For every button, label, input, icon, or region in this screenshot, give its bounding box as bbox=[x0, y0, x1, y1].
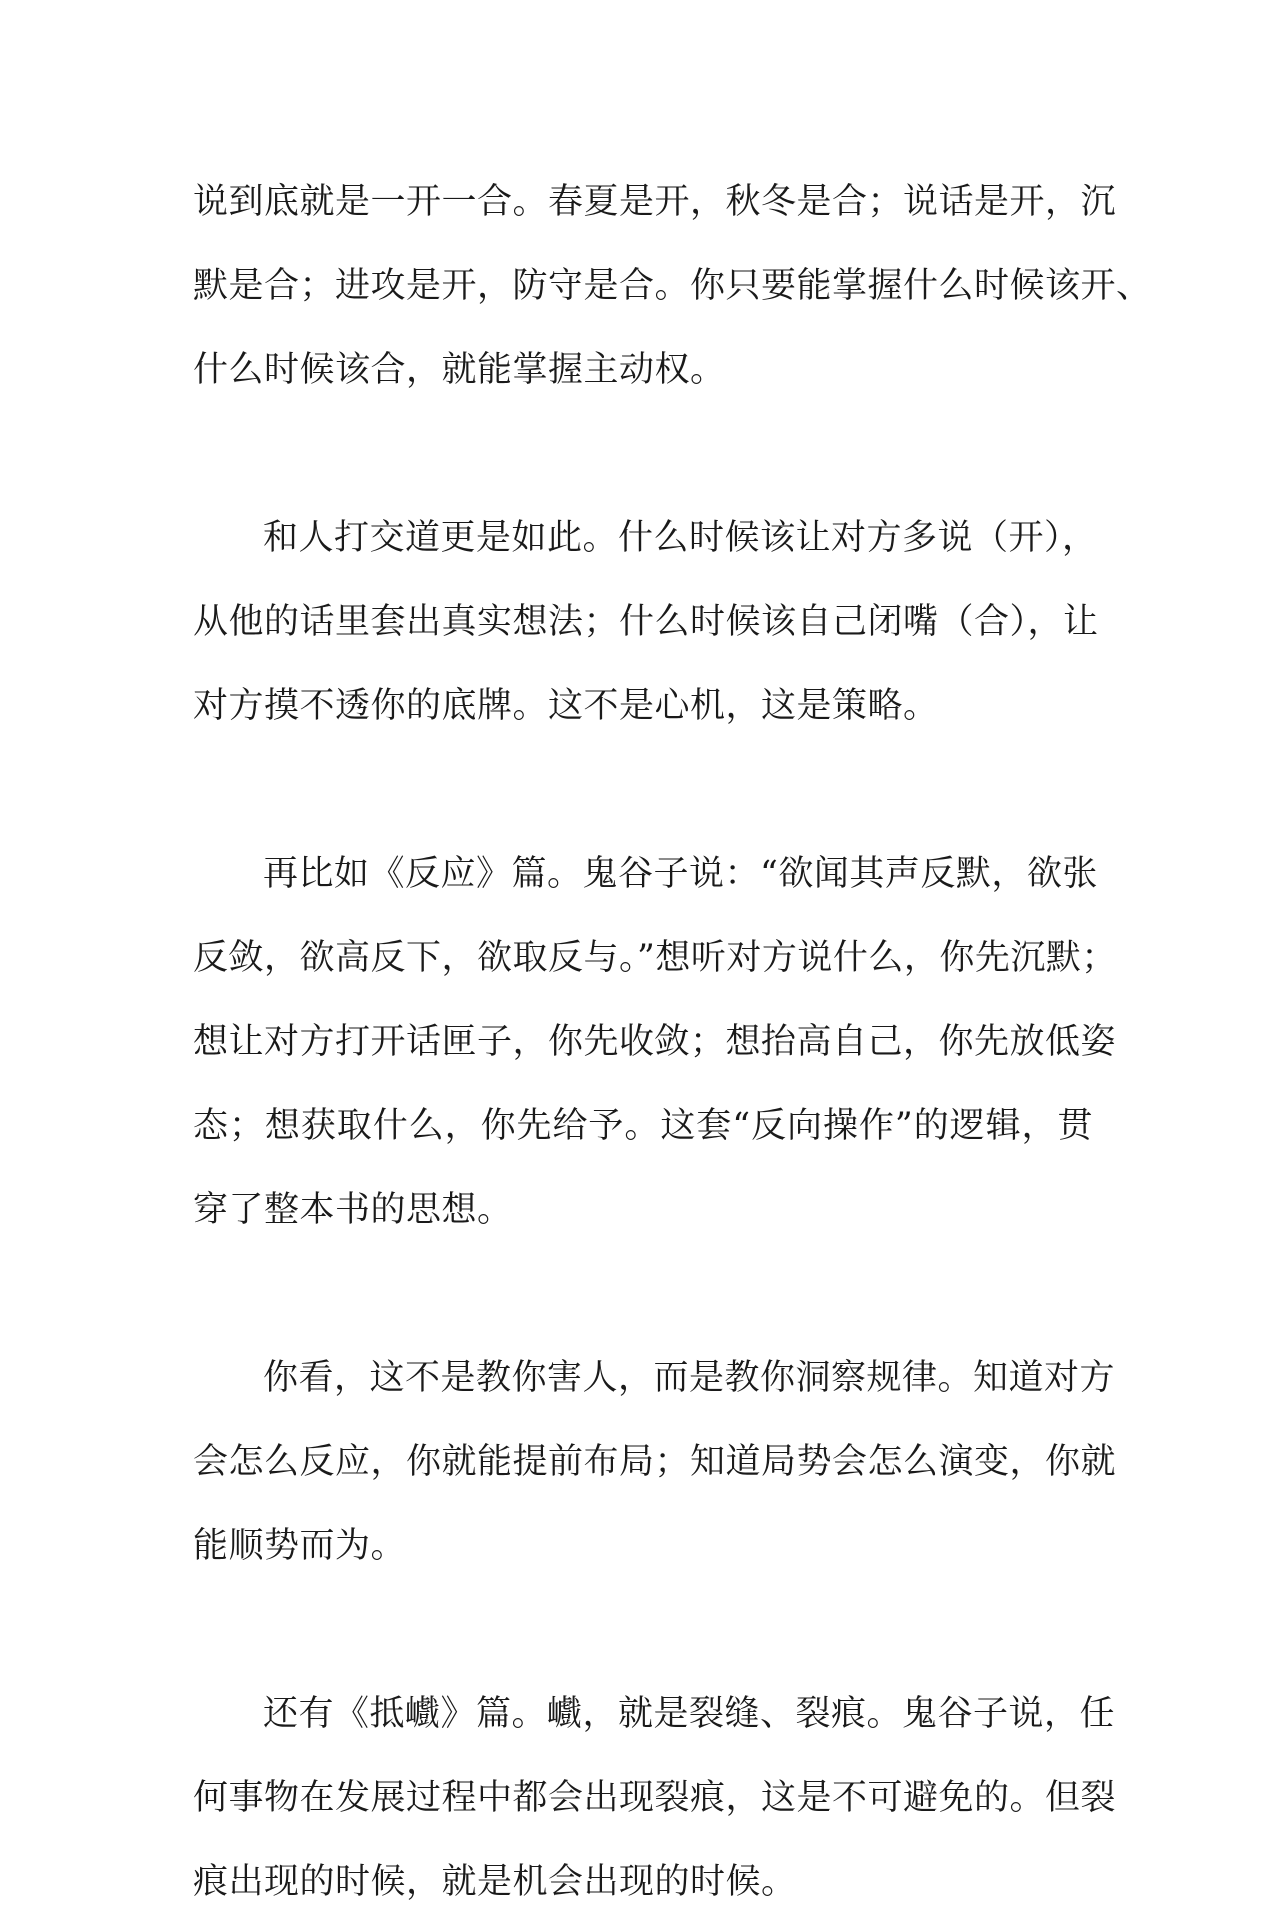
paragraph-1 bbox=[193, 160, 1152, 412]
text-line: 痕出现的时候，就是机会出现的时候。 bbox=[193, 1862, 797, 1902]
text-line: 能顺势而为。 bbox=[193, 1526, 407, 1566]
paragraph-gap bbox=[193, 1588, 1093, 1672]
text-line: 再比如《反应》篇。鬼谷子说：“欲闻其声反默，欲张 bbox=[263, 854, 1098, 894]
paragraph-3 bbox=[193, 832, 1117, 1252]
paragraph-gap bbox=[193, 748, 1093, 832]
text-line: 默是合；进攻是开，防守是合。你只要能掌握什么时候该开、 bbox=[193, 266, 1152, 306]
paragraph-gap bbox=[193, 1252, 1093, 1336]
text-line: 你看，这不是教你害人，而是教你洞察规律。知道对方 bbox=[263, 1358, 1116, 1398]
text-line: 还有《抵巇》篇。巇，就是裂缝、裂痕。鬼谷子说，任 bbox=[263, 1694, 1116, 1734]
text-line: 和人打交道更是如此。什么时候该让对方多说（开）， bbox=[263, 518, 1098, 558]
paragraph-4 bbox=[193, 1336, 1117, 1588]
text-line: 何事物在发展过程中都会出现裂痕，这是不可避免的。但裂 bbox=[193, 1778, 1117, 1818]
paragraph-2 bbox=[193, 496, 1099, 748]
text-line: 想让对方打开话匣子，你先收敛；想抬高自己，你先放低姿 bbox=[193, 1022, 1117, 1062]
text-line: 对方摸不透你的底牌。这不是心机，这是策略。 bbox=[193, 686, 939, 726]
text-line: 会怎么反应，你就能提前布局；知道局势会怎么演变，你就 bbox=[193, 1442, 1117, 1482]
text-line: 从他的话里套出真实想法；什么时候该自己闭嘴（合），让 bbox=[193, 602, 1099, 642]
text-line: 反敛，欲高反下，欲取反与。”想听对方说什么，你先沉默； bbox=[193, 938, 1117, 978]
text-line: 态；想获取什么，你先给予。这套“反向操作”的逻辑，贯 bbox=[193, 1106, 1093, 1146]
paragraph-gap bbox=[193, 412, 1093, 496]
body-text bbox=[193, 160, 1152, 1924]
text-line: 说到底就是一开一合。春夏是开，秋冬是合；说话是开，沉 bbox=[193, 182, 1117, 222]
paragraph-5 bbox=[193, 1672, 1117, 1924]
text-line: 穿了整本书的思想。 bbox=[193, 1190, 513, 1230]
text-line: 什么时候该合，就能掌握主动权。 bbox=[193, 350, 726, 390]
